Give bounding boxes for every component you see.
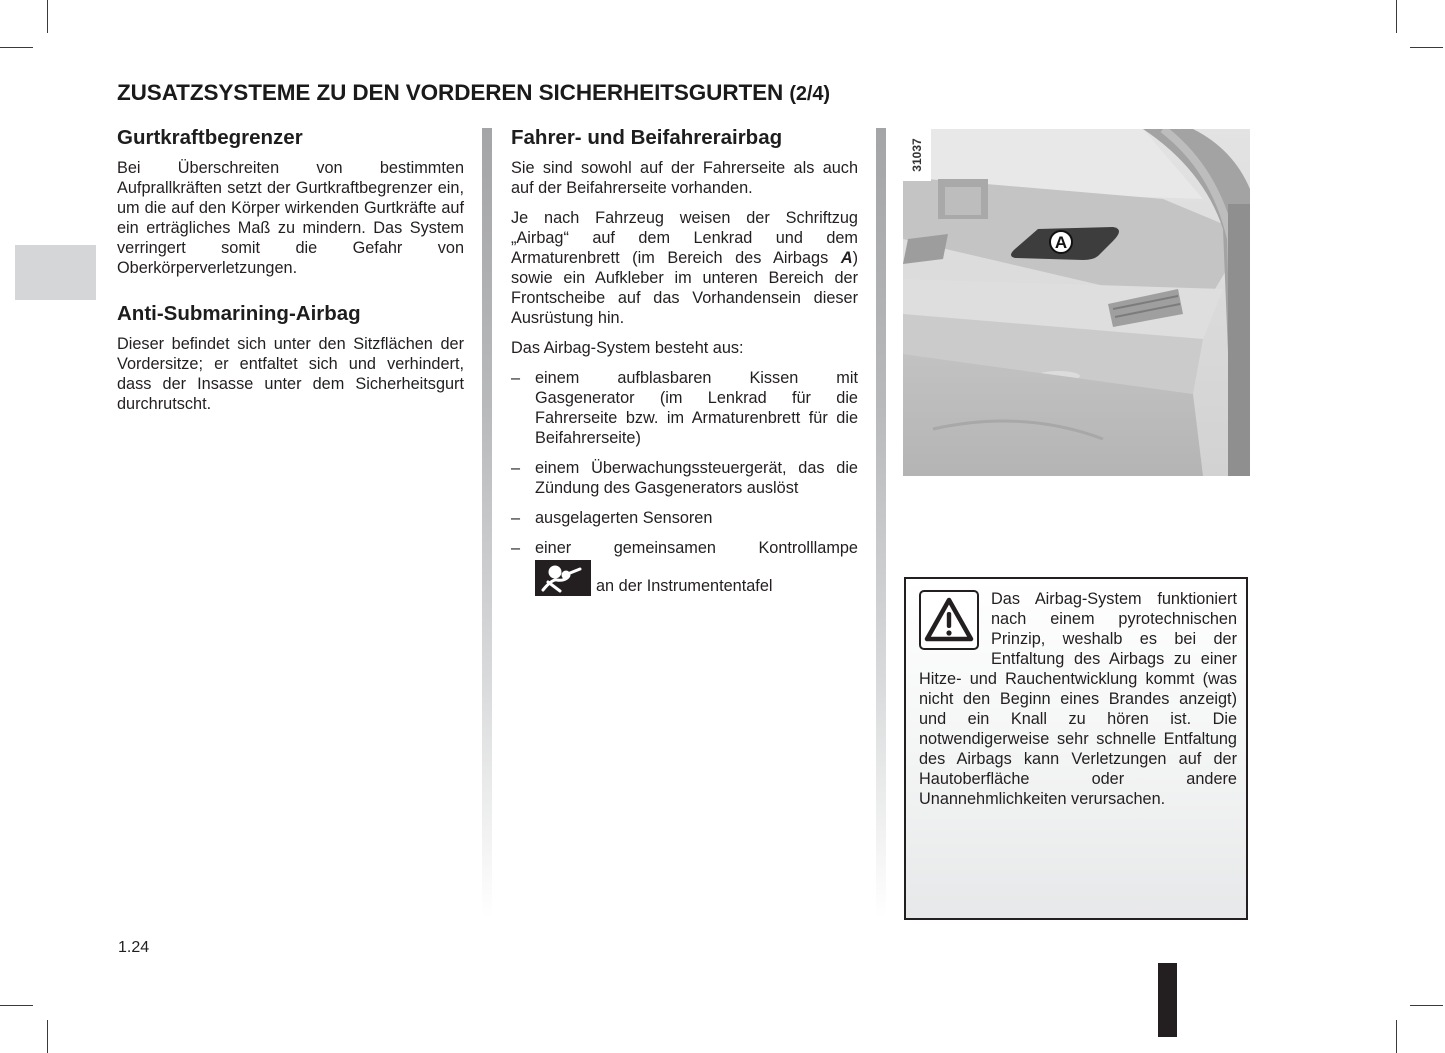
dash-bullet: – <box>511 369 521 387</box>
warning-triangle-icon <box>919 590 979 650</box>
section-gurtkraftbegrenzer <box>117 126 464 278</box>
chapter-tab-marker <box>15 245 96 300</box>
dash-bullet: – <box>511 509 521 527</box>
lamp-row <box>535 560 858 596</box>
callout-label: A <box>1054 233 1068 252</box>
section-heading: Fahrer- und Beifahrerairbag <box>511 126 783 149</box>
list-item-text: ausgelagerten Sensoren <box>535 509 713 527</box>
paragraph: Sie sind sowohl auf der Fahrerseite als auch auf der Beifahrerseite vorhanden. <box>511 159 858 197</box>
component-list <box>511 368 858 596</box>
list-item <box>511 508 858 528</box>
crop-mark <box>1396 0 1397 33</box>
section-anti-submarining-airbag <box>117 302 464 414</box>
photo-reference-text: 31037 <box>910 138 924 172</box>
column-left <box>117 126 464 414</box>
column-separator <box>876 128 886 918</box>
list-item <box>511 538 858 596</box>
photo-reference-number <box>903 129 931 181</box>
crop-mark <box>1410 1005 1443 1006</box>
crop-mark <box>47 0 48 33</box>
paragraph <box>511 208 858 328</box>
list-item-text: einem Überwachungssteuergerät, das die Zündung des Gasgenerators auslöst <box>535 459 858 497</box>
dash-bullet: – <box>511 459 521 477</box>
lamp-caption: an der Instrumententafel <box>596 577 773 595</box>
page-title <box>117 80 830 106</box>
crop-mark <box>1410 47 1443 48</box>
page-title-text: ZUSATZSYSTEME ZU DEN VORDEREN SICHERHEITSGURTEN <box>117 80 784 105</box>
section-body: Dieser befindet sich unter den Sitzflächen der Vordersitze; er entfaltet sich und verhindert, dass der Insasse unter dem Sicherheitsgurt durchrutscht. <box>117 335 464 413</box>
list-intro: Das Airbag-System besteht aus: <box>511 339 744 357</box>
page-number: 1.24 <box>118 939 150 956</box>
paragraph-text: ) sowie ein Aufkleber im unteren Bereich der Frontscheibe auf das Vorhandensein dieser Ausrüstung hin. <box>511 249 858 327</box>
crop-mark <box>0 47 33 48</box>
list-item <box>511 458 858 498</box>
callout-reference: A <box>840 249 853 267</box>
warning-text: Das Airbag-System funktioniert nach einem pyrotechnischen Prinzip, weshalb es bei der Entfaltung des Airbags zu einer Hitze- und Rauchentwicklung kommt (was nicht den Beginn eines Brandes anzeigt) und ein Knall zu hören ist. Die notwendigerweise sehr schnelle Entfaltung des Airbags kann Verletzungen auf der Hautoberfläche oder andere Unannehmlichkeiten verursachen. <box>919 590 1237 808</box>
airbag-warning-lamp-icon <box>535 560 591 596</box>
column-middle <box>511 126 858 596</box>
thumb-index-marker <box>1158 963 1177 1037</box>
section-heading: Anti-Submarining-Airbag <box>117 302 361 325</box>
crop-mark <box>1396 1020 1397 1053</box>
list-item-text: einer gemeinsamen Kontrolllampe <box>535 539 858 557</box>
column-separator <box>482 128 492 918</box>
list-item-text: einem aufblasbaren Kissen mit Gasgenerator (im Lenkrad für die Fahrerseite bzw. im Armaturenbrett für die Beifahrerseite) <box>535 369 858 447</box>
crop-mark <box>47 1020 48 1053</box>
list-item <box>511 368 858 448</box>
crop-mark <box>0 1005 33 1006</box>
section-heading: Gurtkraftbegrenzer <box>117 126 303 149</box>
page-title-part: (2/4) <box>789 83 830 105</box>
dash-bullet: – <box>511 539 521 557</box>
paragraph-text: Je nach Fahrzeug weisen der Schriftzug „Airbag“ auf dem Lenkrad und dem Armaturenbrett (im Bereich des Airbags <box>511 209 858 267</box>
section-body: Bei Überschreiten von bestimmten Aufprallkräften setzt der Gurtkraftbegrenzer ein, um die auf den Körper wirkenden Gurtkräfte auf ein erträgliches Maß zu mindern. Das System verringert somit die Gefahr von Oberkörperverletzungen. <box>117 159 464 277</box>
warning-box <box>904 577 1248 920</box>
dashboard-airbag-photo <box>903 129 1250 476</box>
